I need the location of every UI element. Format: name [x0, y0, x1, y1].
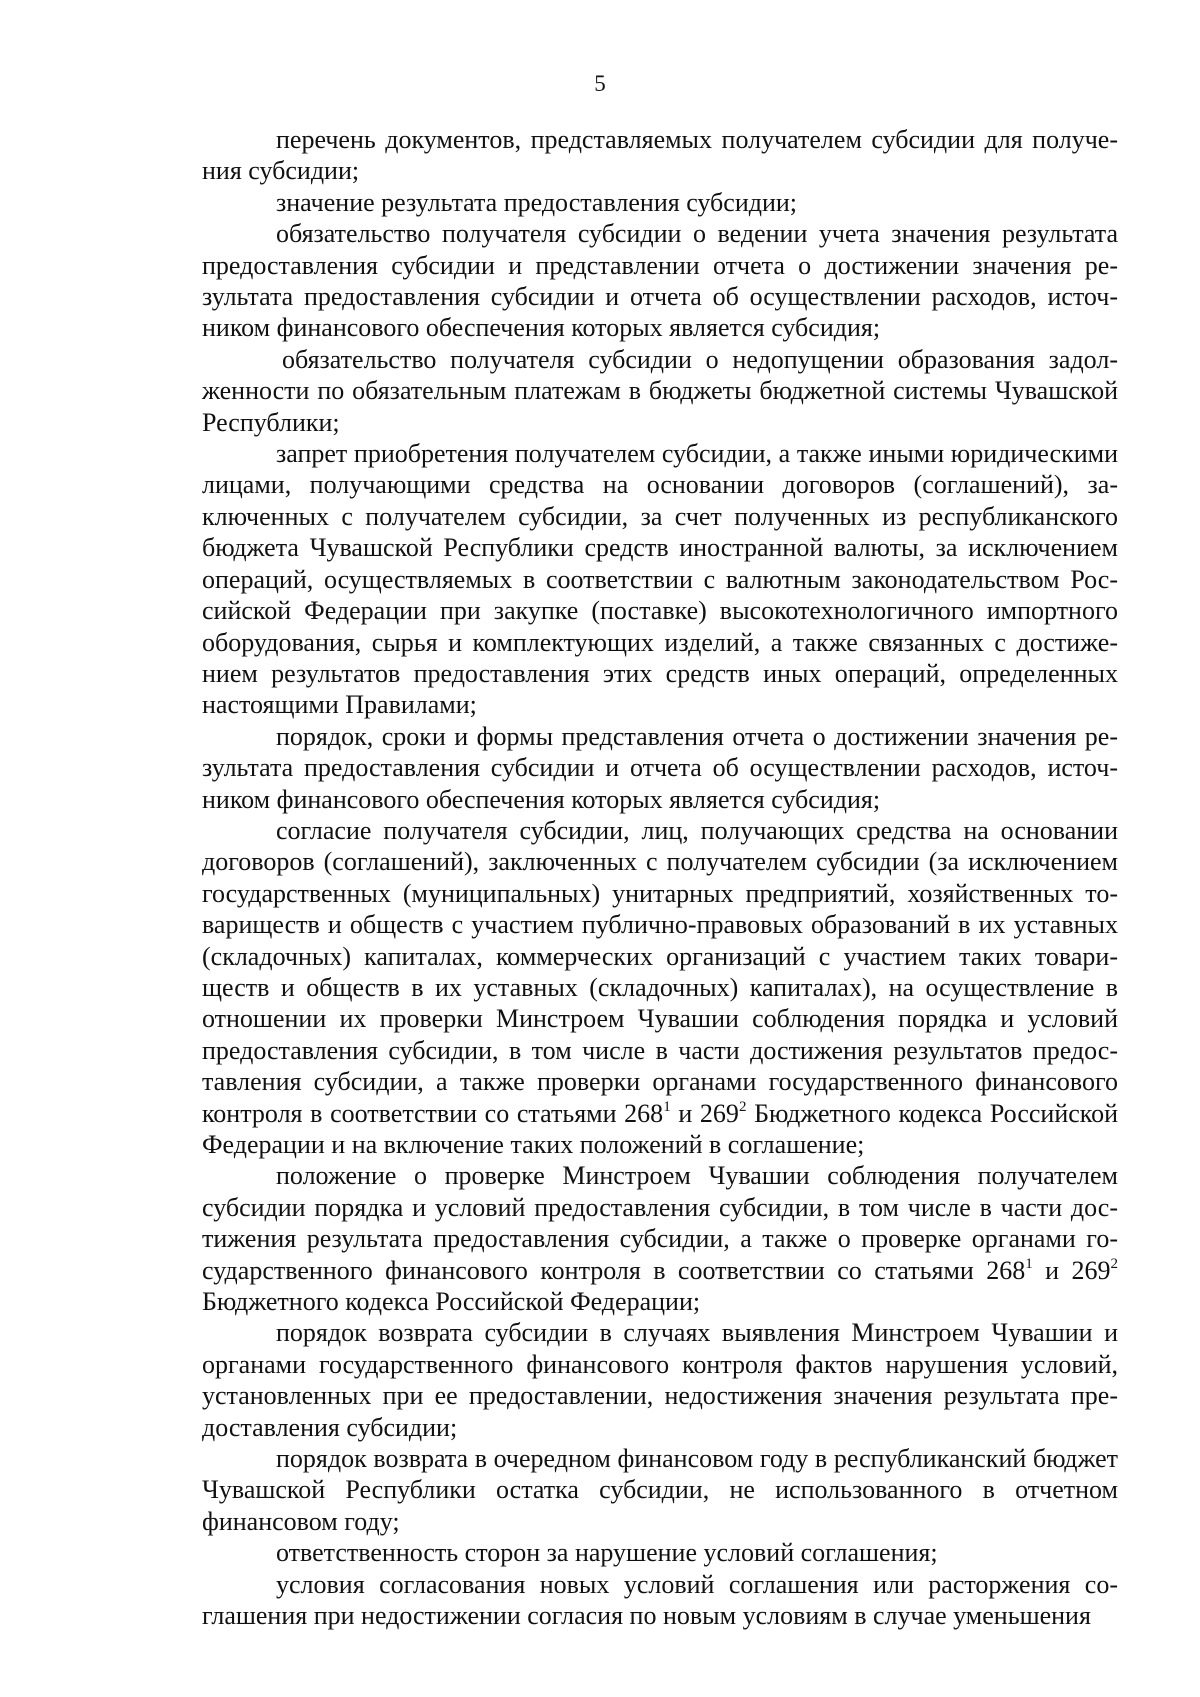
consent-text-part1: согласие получателя субсидии, лиц, получающих средства на основании договоров (соглашений), заключенных с получателем субсидии (за исключением государственных (муниципальных) унитарных предприятий, хозяйственных товариществ и обществ с участием публично-правовых образований в их уставных (складочных) капиталах, коммерческих организаций с участием таких товариществ и обществ в их уставных (складочных) капиталах), на осуществление в отношении их проверки Минстроем Чувашии соблюдения порядка и условий предоставления субсидии, в том числе в части достижения результатов предоставления субсидии, а также проверки органами государственного финансового контроля в соответствии со статьями 268	[202, 815, 1118, 1128]
document-body	[202, 124, 1118, 1632]
paragraph-report-procedure: порядок, сроки и формы представления отчета о достижении значения результата предоставления субсидии и отчета об осуществлении расходов, источником финансового обеспечения которых является субсидия;	[202, 721, 1118, 814]
paragraph-liability: ответственность сторон за нарушение условий соглашения;	[276, 1538, 938, 1568]
paragraph-new-conditions: условия согласования новых условий соглашения или расторжения соглашения при недостижении согласия по новым условиям в случае уменьшения	[202, 1569, 1118, 1631]
paragraph-inspection-consent	[202, 815, 1118, 1160]
page-number: 5	[594, 71, 606, 96]
provision-text-part3: Бюджетного кодекса Российской Федерации;	[202, 1287, 701, 1317]
provision-text-part1: положение о проверке Минстроем Чувашии соблюдения получателем субсидии порядка и условий предоставления субсидии, в том числе в части достижения результата предоставления субсидии, а также о проверке органами государственного финансового контроля в соответствии со статьями 268	[202, 1161, 1118, 1285]
article-269-superscript: 2	[738, 1098, 747, 1115]
article-268-superscript: 1	[1025, 1255, 1033, 1272]
paragraph-result-value: значение результата предоставления субсидии;	[276, 187, 798, 217]
paragraph-subsidy-return: порядок возврата субсидии в случаях выявления Минстроем Чувашии и органами государственного финансового контроля фактов нарушения условий, установленных при ее предоставлении, недостижения значения результата предоставления субсидии;	[202, 1318, 1118, 1442]
article-269-superscript: 2	[1110, 1255, 1118, 1272]
paragraph-documents-list: перечень документов, представляемых получателем субсидии для получения субсидии;	[202, 125, 1118, 186]
paragraph-accounting-obligation: обязательство получателя субсидии о ведении учета значения результата предоставления субсидии и представлении отчета о достижении значения результата предоставления субсидии и отчета об осуществлении расходов, источником финансового обеспечения которых является субсидия;	[202, 219, 1118, 343]
paragraph-balance-return: порядок возврата в очередном финансовом году в республиканский бюджет Чувашской Республики остатка субсидии, не использованного в отчетном финансовом году;	[202, 1444, 1118, 1536]
consent-text-part2: и 269	[670, 1098, 739, 1128]
article-268-superscript: 1	[663, 1098, 671, 1115]
provision-text-part2: и 269	[1032, 1255, 1111, 1285]
paragraph-currency-prohibition: запрет приобретения получателем субсидии, а также иными юридическими лицами, получающими средства на основании договоров (соглашений), заключенных с получателем субсидии, за счет полученных из республиканского бюджета Чувашской Республики средств иностранной валюты, за исключением операций, осуществляемых в соответствии с валютным законодательством Российской Федерации при закупке (поставке) высокотехнологичного импортного оборудования, сырья и комплектующих изделий, а также связанных с достижением результатов предоставления этих средств иных операций, определенных настоящими Правилами;	[202, 439, 1118, 720]
consent-text-part3: Бюджетного кодекса Российской Федерации и на включение таких положений в соглашение;	[202, 1098, 1118, 1159]
paragraph-debt-obligation: обязательство получателя субсидии о недопущении образования задолженности по обязательным платежам в бюджеты бюджетной системы Чувашской Республики;	[202, 344, 1118, 437]
paragraph-inspection-provision	[202, 1160, 1118, 1317]
